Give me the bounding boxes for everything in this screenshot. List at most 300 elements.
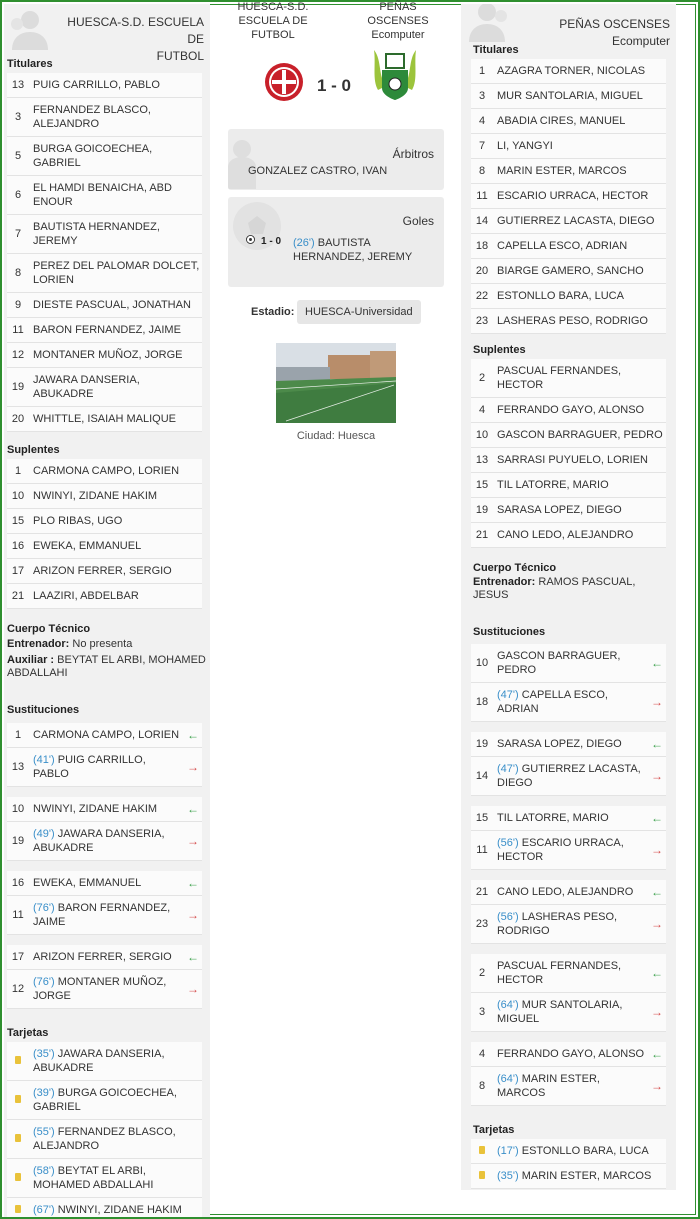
card-minute: (55'): [33, 1126, 55, 1138]
player-name: LI, YANGYI: [497, 140, 553, 152]
sub-minute: (47'): [497, 689, 519, 701]
gol-minute: (26'): [293, 237, 315, 249]
player-number: 20: [475, 265, 489, 277]
stadium-photo[interactable]: [276, 343, 396, 423]
sub-out-detail: [29, 748, 186, 786]
sub-minute: (64'): [497, 1073, 519, 1085]
player-name: TIL LATORRE, MARIO: [497, 479, 609, 491]
home-team-panel: [4, 4, 210, 1217]
sub-out-detail: [29, 970, 186, 1008]
player-number: 11: [12, 324, 24, 336]
away-team-title[interactable]: PEÑAS OSCENSES Ecomputer: [367, 1, 429, 41]
player-number: 12: [11, 349, 25, 361]
player-number: 15: [11, 515, 25, 527]
player-number: 1: [14, 465, 22, 477]
player-row[interactable]: [7, 98, 202, 137]
player-number: 18: [475, 240, 489, 252]
player-number: 10: [11, 490, 25, 502]
sub-out-row[interactable]: [471, 757, 666, 796]
player-row[interactable]: [7, 559, 202, 584]
player-name: MARIN ESTER, MARCOS: [521, 1170, 652, 1182]
player-number: 19: [11, 381, 25, 393]
sub-minute: (49'): [33, 828, 55, 840]
estadio-value[interactable]: HUESCA-Universidad: [297, 300, 421, 324]
card-icon-cell: [7, 1054, 29, 1068]
player-name: BARON FERNANDEZ, JAIME: [33, 902, 171, 928]
player-number: 21: [11, 590, 25, 602]
player-name: FERNANDEZ BLASCO, ALEJANDRO: [33, 104, 151, 130]
card-minute: (35'): [497, 1170, 519, 1182]
player-number: 15: [475, 812, 489, 824]
player-row[interactable]: [471, 259, 666, 284]
player-name: CAPELLA ESCO, ADRIAN: [497, 689, 608, 715]
sub-in-row[interactable]: [7, 797, 202, 822]
player-row[interactable]: [471, 234, 666, 259]
player-name: AZAGRA TORNER, NICOLAS: [497, 65, 646, 77]
player-row[interactable]: [471, 134, 666, 159]
player-name: FERRANDO GAYO, ALONSO: [497, 404, 645, 416]
player-number: 15: [475, 479, 489, 491]
sub-minute: (64'): [497, 999, 519, 1011]
player-name: MARIN ESTER, MARCOS: [497, 165, 627, 177]
player-name: PASCUAL FERNANDES, HECTOR: [497, 365, 622, 391]
player-number: 4: [478, 115, 486, 127]
yellow-card-icon: [15, 1056, 21, 1064]
arrow-left-icon: ←: [651, 966, 663, 980]
player-name: WHITTLE, ISAIAH MALIQUE: [33, 413, 177, 425]
arrow-left-icon: ←: [651, 885, 663, 899]
sub-in-row[interactable]: [471, 1042, 666, 1067]
player-number: 17: [11, 565, 25, 577]
home-suplentes-list: [4, 459, 210, 609]
player-number: 12: [11, 983, 25, 995]
home-entrenador: Entrenador: No presenta: [7, 638, 133, 650]
away-team-panel: [461, 4, 676, 1190]
player-row[interactable]: [471, 423, 666, 448]
card-minute: (39'): [33, 1087, 55, 1099]
player-name: JAWARA DANSERIA, ABUKADRE: [33, 828, 165, 854]
sub-in-row[interactable]: [471, 732, 666, 757]
player-number: 18: [475, 696, 489, 708]
card-detail: [493, 1164, 666, 1188]
card-minute: (58'): [33, 1165, 55, 1177]
sub-out-row[interactable]: [7, 970, 202, 1009]
sub-out-detail: [493, 831, 650, 869]
player-number: 9: [14, 299, 22, 311]
player-number: 16: [11, 540, 25, 552]
player-number: 7: [14, 228, 22, 240]
arrow-left-icon: ←: [187, 876, 199, 890]
sub-minute: (76'): [33, 976, 55, 988]
sub-out-row[interactable]: [471, 831, 666, 870]
player-name: CANO LEDO, ALEJANDRO: [497, 529, 634, 541]
arrow-right-icon: →: [187, 760, 199, 774]
sub-out-row[interactable]: [471, 683, 666, 722]
card-detail: [493, 1139, 666, 1163]
player-name: PEREZ DEL PALOMAR DOLCET, LORIEN: [33, 260, 200, 286]
player-row[interactable]: [7, 534, 202, 559]
home-titulares-heading: Titulares: [7, 58, 53, 70]
home-suplentes-heading: Suplentes: [7, 444, 60, 456]
card-detail: [29, 1159, 202, 1197]
player-number: 16: [11, 877, 25, 889]
player-name: LAAZIRI, ABDELBAR: [33, 590, 139, 602]
player-name: MONTANER MUÑOZ, JORGE: [33, 976, 167, 1002]
player-name: ESTONLLO BARA, LUCA: [497, 290, 624, 302]
player-number: 2: [478, 372, 486, 384]
player-row[interactable]: [471, 523, 666, 548]
player-row[interactable]: [471, 498, 666, 523]
player-number: 23: [475, 918, 489, 930]
player-row[interactable]: [7, 73, 202, 98]
sub-out-detail: [493, 757, 650, 795]
player-number: 21: [475, 529, 489, 541]
sub-out-detail: [493, 1067, 650, 1105]
sub-gap: [461, 1106, 676, 1116]
ciudad-label: Ciudad: Huesca: [296, 430, 376, 442]
player-name: PLO RIBAS, UGO: [33, 515, 123, 527]
player-row[interactable]: [7, 407, 202, 432]
arrow-right-icon: →: [187, 908, 199, 922]
arbitros-panel: [228, 129, 444, 190]
arbitros-title: Árbitros: [392, 147, 434, 161]
player-row[interactable]: [7, 215, 202, 254]
player-name: EWEKA, EMMANUEL: [33, 877, 142, 889]
arrow-left-icon: ←: [187, 802, 199, 816]
arrow-right-icon: →: [187, 982, 199, 996]
away-team-header: [461, 4, 676, 48]
away-tarjetas-list: [461, 1139, 676, 1189]
card-row[interactable]: [7, 1198, 202, 1217]
away-tecnico-heading: Cuerpo Técnico: [473, 562, 557, 574]
card-row[interactable]: [7, 1081, 202, 1120]
card-row[interactable]: [7, 1042, 202, 1081]
final-score: 1 - 0: [317, 76, 352, 95]
player-number: 11: [12, 909, 24, 921]
player-name: MARIN ESTER, MARCOS: [497, 1073, 600, 1099]
card-icon-cell: [7, 1093, 29, 1107]
player-name: SARRASI PUYUELO, LORIEN: [497, 454, 648, 466]
player-row[interactable]: [7, 584, 202, 609]
player-number: 19: [11, 835, 25, 847]
sub-in-row[interactable]: [7, 723, 202, 748]
player-row[interactable]: [471, 209, 666, 234]
player-number: 7: [478, 140, 486, 152]
arbitro-name[interactable]: GONZALEZ CASTRO, IVAN: [248, 165, 388, 177]
player-row[interactable]: [471, 59, 666, 84]
arrow-left-icon: ←: [187, 950, 199, 964]
player-name: LASHERAS PESO, RODRIGO: [497, 911, 618, 937]
arrow-right-icon: →: [187, 834, 199, 848]
sub-out-detail: [29, 822, 186, 860]
away-titulares-list: [461, 59, 676, 334]
away-crest-icon[interactable]: [368, 46, 422, 118]
arrow-right-icon: →: [651, 769, 663, 783]
player-number: 8: [14, 267, 22, 279]
player-row[interactable]: [7, 137, 202, 176]
sub-minute: (41'): [33, 754, 55, 766]
user-silhouette-icon: [8, 6, 52, 50]
player-name: PASCUAL FERNANDES, HECTOR: [497, 960, 622, 986]
player-name: ARIZON FERRER, SERGIO: [33, 951, 172, 963]
card-minute: (67'): [33, 1204, 55, 1216]
sub-minute: (56'): [497, 837, 519, 849]
gol-score: 1 - 0: [261, 236, 282, 247]
player-row[interactable]: [471, 84, 666, 109]
player-name: GASCON BARRAGUER, PEDRO: [497, 650, 621, 676]
player-name: CAPELLA ESCO, ADRIAN: [497, 240, 628, 252]
sub-in-row[interactable]: [471, 644, 666, 683]
sub-gap: [4, 1009, 210, 1019]
sub-gap: [461, 1032, 676, 1042]
sub-out-detail: [29, 896, 186, 934]
player-name: BAUTISTA HERNANDEZ, JEREMY: [33, 221, 160, 247]
player-name: NWINYI, ZIDANE HAKIM: [33, 803, 158, 815]
player-row[interactable]: [7, 293, 202, 318]
sub-gap: [461, 944, 676, 954]
goles-title: Goles: [402, 214, 434, 228]
yellow-card-icon: [479, 1171, 485, 1179]
sub-out-row[interactable]: [471, 993, 666, 1032]
arrow-left-icon: ←: [651, 1047, 663, 1061]
player-number: 11: [476, 190, 488, 202]
player-name: MONTANER MUÑOZ, JORGE: [33, 349, 183, 361]
player-name: ESCARIO URRACA, HECTOR: [497, 837, 624, 863]
player-name: NWINYI, ZIDANE HAKIM: [57, 1204, 182, 1216]
away-titulares-heading: Titulares: [473, 44, 519, 56]
yellow-card-icon: [479, 1146, 485, 1154]
player-number: 10: [475, 429, 489, 441]
away-suplentes-list: [461, 359, 676, 548]
player-row[interactable]: [7, 459, 202, 484]
player-name: NWINYI, ZIDANE HAKIM: [33, 490, 158, 502]
sub-in-row[interactable]: [471, 806, 666, 831]
arrow-left-icon: ←: [651, 737, 663, 751]
player-number: 3: [478, 90, 486, 102]
player-number: 13: [11, 79, 25, 91]
gol-player: BAUTISTA HERNANDEZ, JEREMY: [293, 237, 413, 263]
player-row[interactable]: [7, 368, 202, 407]
player-number: 22: [475, 290, 489, 302]
card-detail: [29, 1120, 202, 1158]
away-suplentes-heading: Suplentes: [473, 344, 526, 356]
home-tarjetas-heading: Tarjetas: [7, 1027, 49, 1039]
home-tecnico-heading: Cuerpo Técnico: [7, 623, 91, 635]
card-icon-cell: [7, 1203, 29, 1217]
player-number: 6: [14, 189, 22, 201]
player-name: ARIZON FERRER, SERGIO: [33, 565, 172, 577]
sub-out-row[interactable]: [7, 822, 202, 861]
away-tarjetas-heading: Tarjetas: [473, 1124, 515, 1136]
player-row[interactable]: [471, 109, 666, 134]
player-row[interactable]: [7, 318, 202, 343]
sub-out-row[interactable]: [7, 748, 202, 787]
player-number: 1: [14, 729, 22, 741]
arrow-left-icon: ←: [651, 656, 663, 670]
home-titulares-list: [4, 73, 210, 432]
player-number: 13: [475, 454, 489, 466]
player-name: ESTONLLO BARA, LUCA: [521, 1145, 649, 1157]
player-row[interactable]: [7, 176, 202, 215]
player-name: TIL LATORRE, MARIO: [497, 812, 609, 824]
player-row[interactable]: [471, 473, 666, 498]
player-number: 8: [478, 1080, 486, 1092]
arrow-right-icon: →: [651, 1005, 663, 1019]
player-name: FERNANDEZ BLASCO, ALEJANDRO: [33, 1126, 176, 1152]
player-name: LASHERAS PESO, RODRIGO: [497, 315, 648, 327]
player-number: 4: [478, 1048, 486, 1060]
away-sust-list: [461, 644, 676, 1116]
card-detail: [29, 1081, 202, 1119]
referee-silhouette-icon: [228, 137, 268, 189]
player-name: JAWARA DANSERIA, ABUKADRE: [33, 374, 140, 400]
player-name: ABADIA CIRES, MANUEL: [497, 115, 626, 127]
sub-minute: (56'): [497, 911, 519, 923]
yellow-card-icon: [15, 1095, 21, 1103]
player-name: CARMONA CAMPO, LORIEN: [33, 465, 180, 477]
sub-out-detail: [493, 683, 650, 721]
player-number: 23: [475, 315, 489, 327]
sub-in-row[interactable]: [471, 880, 666, 905]
player-number: 13: [11, 761, 25, 773]
player-name: BURGA GOICOECHEA, GABRIEL: [33, 143, 153, 169]
player-number: 11: [476, 844, 488, 856]
home-crest-icon[interactable]: [264, 62, 304, 102]
player-name: BURGA GOICOECHEA, GABRIEL: [33, 1087, 177, 1113]
player-row[interactable]: [7, 484, 202, 509]
home-team-title[interactable]: HUESCA-S.D. ESCUELA DE FUTBOL: [237, 1, 309, 41]
player-row[interactable]: [7, 343, 202, 368]
home-tarjetas-list: [4, 1042, 210, 1217]
player-number: 2: [478, 967, 486, 979]
player-name: GUTIERREZ LACASTA, DIEGO: [497, 215, 655, 227]
player-number: 10: [11, 803, 25, 815]
yellow-card-icon: [15, 1173, 21, 1181]
sub-gap: [461, 796, 676, 806]
player-row[interactable]: [471, 448, 666, 473]
sub-gap: [4, 861, 210, 871]
sub-out-row[interactable]: [471, 905, 666, 944]
player-name: MUR SANTOLARIA, MIGUEL: [497, 90, 643, 102]
player-name: EL HAMDI BENAICHA, ABD ENOUR: [33, 182, 172, 208]
card-detail: [29, 1198, 202, 1217]
card-icon-cell: [471, 1144, 493, 1158]
player-number: 17: [11, 951, 25, 963]
card-row[interactable]: [7, 1159, 202, 1198]
gol-detail[interactable]: [293, 236, 433, 264]
player-row[interactable]: [471, 309, 666, 334]
sub-minute: (76'): [33, 902, 55, 914]
card-icon-cell: [471, 1169, 493, 1183]
player-name: CARMONA CAMPO, LORIEN: [33, 729, 180, 741]
player-number: 19: [475, 738, 489, 750]
sub-in-row[interactable]: [7, 871, 202, 896]
home-auxiliar: Auxiliar : BEYTAT EL ARBI, MOHAMED ABDALLAHI: [7, 654, 206, 679]
player-name: SARASA LOPEZ, DIEGO: [497, 504, 622, 516]
away-team-name[interactable]: PEÑAS OSCENSES Ecomputer: [559, 17, 670, 48]
player-row[interactable]: [471, 284, 666, 309]
player-name: BIARGE GAMERO, SANCHO: [497, 265, 644, 277]
player-number: 20: [11, 413, 25, 425]
sub-out-row[interactable]: [7, 896, 202, 935]
player-name: GASCON BARRAGUER, PEDRO: [497, 429, 663, 441]
arrow-right-icon: →: [651, 917, 663, 931]
arrow-left-icon: ←: [651, 811, 663, 825]
player-row[interactable]: [7, 509, 202, 534]
home-sust-list: [4, 723, 210, 1019]
sub-out-detail: [493, 993, 650, 1031]
player-number: 10: [475, 657, 489, 669]
sub-gap: [461, 722, 676, 732]
goles-panel: [228, 197, 444, 287]
card-minute: (17'): [497, 1145, 519, 1157]
player-name: JAWARA DANSERIA, ABUKADRE: [33, 1048, 165, 1074]
sub-out-row[interactable]: [471, 1067, 666, 1106]
home-team-header: [4, 4, 210, 63]
player-number: 14: [475, 770, 489, 782]
player-number: 14: [475, 215, 489, 227]
away-entrenador: Entrenador: RAMOS PASCUAL, JESUS: [473, 576, 636, 601]
yellow-card-icon: [15, 1134, 21, 1142]
sub-gap: [4, 935, 210, 945]
estadio-label: Estadio:: [251, 306, 295, 318]
sub-in-row[interactable]: [471, 954, 666, 993]
player-row[interactable]: [7, 254, 202, 293]
card-icon-cell: [7, 1171, 29, 1185]
card-row[interactable]: [471, 1139, 666, 1164]
home-team-name[interactable]: HUESCA-S.D. ESCUELA DE FUTBOL: [67, 15, 204, 63]
football-icon: [246, 235, 255, 244]
player-name: MUR SANTOLARIA, MIGUEL: [497, 999, 623, 1025]
player-row[interactable]: [471, 398, 666, 423]
player-name: SARASA LOPEZ, DIEGO: [497, 738, 622, 750]
player-name: BEYTAT EL ARBI, MOHAMED ABDALLAHI: [33, 1165, 154, 1191]
player-number: 3: [14, 111, 22, 123]
sub-minute: (47'): [497, 763, 519, 775]
sub-gap: [4, 787, 210, 797]
player-name: BARON FERNANDEZ, JAIME: [33, 324, 181, 336]
player-name: ESCARIO URRACA, HECTOR: [497, 190, 649, 202]
player-name: FERRANDO GAYO, ALONSO: [497, 1048, 645, 1060]
player-name: PUIG CARRILLO, PABLO: [33, 754, 146, 780]
home-sust-heading: Sustituciones: [7, 704, 80, 716]
player-row[interactable]: [471, 184, 666, 209]
card-row[interactable]: [7, 1120, 202, 1159]
player-name: DIESTE PASCUAL, JONATHAN: [33, 299, 191, 311]
player-name: PUIG CARRILLO, PABLO: [33, 79, 160, 91]
player-number: 3: [478, 1006, 486, 1018]
arrow-right-icon: →: [651, 1079, 663, 1093]
player-name: GUTIERREZ LACASTA, DIEGO: [497, 763, 641, 789]
card-icon-cell: [7, 1132, 29, 1146]
away-sust-heading: Sustituciones: [473, 626, 546, 638]
arrow-left-icon: ←: [187, 728, 199, 742]
card-detail: [29, 1042, 202, 1080]
player-number: 19: [475, 504, 489, 516]
player-number: 1: [478, 65, 486, 77]
player-number: 5: [14, 150, 22, 162]
player-number: 8: [478, 165, 486, 177]
card-minute: (35'): [33, 1048, 55, 1060]
player-name: EWEKA, EMMANUEL: [33, 540, 142, 552]
sub-out-detail: [493, 905, 650, 943]
arrow-right-icon: →: [651, 843, 663, 857]
arrow-right-icon: →: [651, 695, 663, 709]
player-row[interactable]: [471, 359, 666, 398]
card-row[interactable]: [471, 1164, 666, 1189]
sub-in-row[interactable]: [7, 945, 202, 970]
player-row[interactable]: [471, 159, 666, 184]
